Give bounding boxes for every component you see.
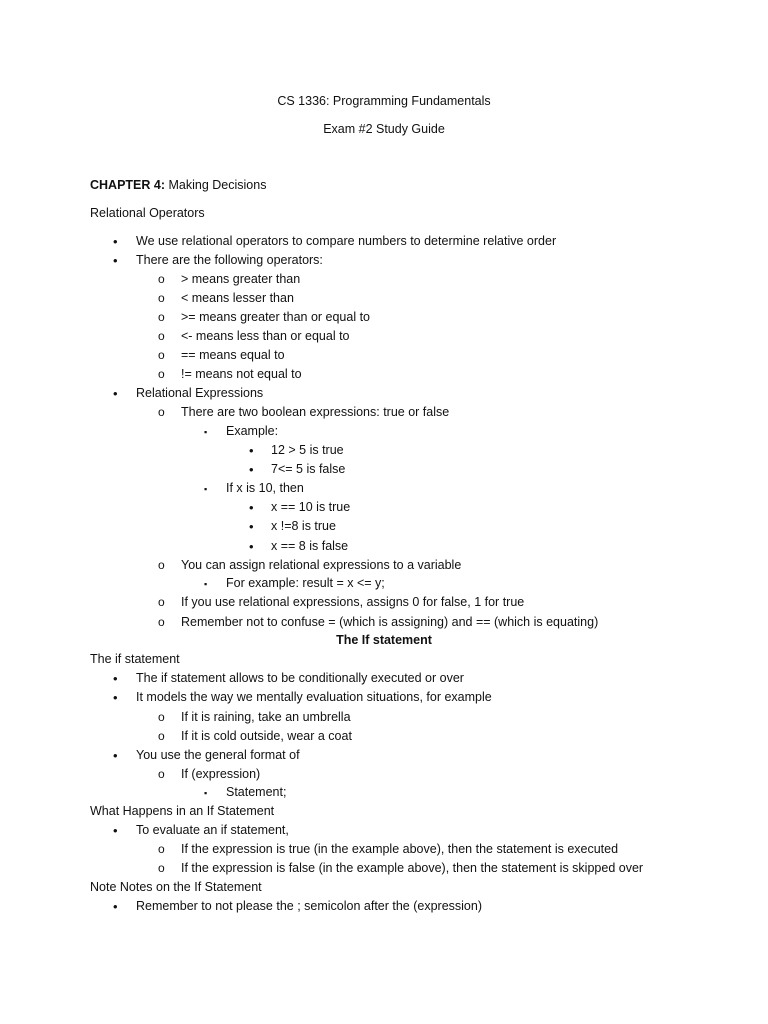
bullet-circle-icon: o bbox=[158, 615, 165, 629]
section-heading-relational-operators: Relational Operators bbox=[90, 206, 205, 220]
list-item: x == 8 is false bbox=[271, 539, 349, 553]
list-item: != means not equal to bbox=[181, 367, 302, 381]
bullet-disc-icon: • bbox=[113, 748, 118, 763]
list-item: You use the general format of bbox=[136, 748, 300, 762]
bullet-circle-icon: o bbox=[158, 710, 165, 724]
bullet-disc-icon: • bbox=[113, 690, 118, 705]
chapter-label: CHAPTER 4: bbox=[90, 178, 166, 192]
list-item: <- means less than or equal to bbox=[181, 329, 350, 343]
bullet-circle-icon: o bbox=[158, 291, 165, 305]
bullet-square-icon: ▪ bbox=[204, 788, 208, 798]
section-title-if-statement: The If statement bbox=[336, 633, 432, 647]
bullet-disc-icon: • bbox=[249, 462, 254, 477]
list-item: If it is raining, take an umbrella bbox=[181, 710, 351, 724]
section-heading-what-happens: What Happens in an If Statement bbox=[90, 804, 275, 818]
list-item: There are two boolean expressions: true or false bbox=[181, 405, 450, 419]
list-item: You can assign relational expressions to a variable bbox=[181, 558, 462, 572]
chapter-heading bbox=[90, 178, 266, 193]
chapter-title: Making Decisions bbox=[168, 178, 267, 192]
bullet-circle-icon: o bbox=[158, 767, 165, 781]
bullet-square-icon: ▪ bbox=[204, 579, 208, 589]
section-heading-if-statement: The if statement bbox=[90, 652, 180, 666]
list-item: > means greater than bbox=[181, 272, 301, 286]
section-heading-notes: Note Notes on the If Statement bbox=[90, 880, 262, 894]
bullet-square-icon: ▪ bbox=[204, 427, 208, 437]
list-item: If the expression is true (in the example above), then the statement is executed bbox=[181, 842, 619, 856]
course-title: CS 1336: Programming Fundamentals bbox=[277, 94, 491, 108]
list-item: If it is cold outside, wear a coat bbox=[181, 729, 352, 743]
list-item: To evaluate an if statement, bbox=[136, 823, 289, 837]
bullet-disc-icon: • bbox=[249, 539, 254, 554]
bullet-circle-icon: o bbox=[158, 861, 165, 875]
bullet-disc-icon: • bbox=[113, 671, 118, 686]
bullet-disc-icon: • bbox=[249, 500, 254, 515]
list-item: Statement; bbox=[226, 785, 287, 799]
list-item: >= means greater than or equal to bbox=[181, 310, 371, 324]
bullet-circle-icon: o bbox=[158, 595, 165, 609]
list-item: Example: bbox=[226, 424, 279, 438]
bullet-circle-icon: o bbox=[158, 348, 165, 362]
list-item: For example: result = x <= y; bbox=[226, 576, 385, 590]
bullet-circle-icon: o bbox=[158, 558, 165, 572]
list-item: If the expression is false (in the example above), then the statement is skipped over bbox=[181, 861, 644, 875]
list-item: If you use relational expressions, assigns 0 for false, 1 for true bbox=[181, 595, 525, 609]
bullet-disc-icon: • bbox=[113, 386, 118, 401]
bullet-disc-icon: • bbox=[249, 519, 254, 534]
list-item: Remember to not please the ; semicolon after the (expression) bbox=[136, 899, 483, 913]
list-item: The if statement allows to be conditionally executed or over bbox=[136, 671, 464, 685]
guide-title: Exam #2 Study Guide bbox=[323, 122, 445, 136]
list-item: If x is 10, then bbox=[226, 481, 304, 495]
bullet-circle-icon: o bbox=[158, 842, 165, 856]
bullet-circle-icon: o bbox=[158, 405, 165, 419]
list-item: Remember not to confuse = (which is assigning) and == (which is equating) bbox=[181, 615, 599, 629]
bullet-circle-icon: o bbox=[158, 367, 165, 381]
bullet-disc-icon: • bbox=[113, 899, 118, 914]
list-item: If (expression) bbox=[181, 767, 261, 781]
list-item: x == 10 is true bbox=[271, 500, 351, 514]
bullet-square-icon: ▪ bbox=[204, 484, 208, 494]
bullet-circle-icon: o bbox=[158, 729, 165, 743]
bullet-circle-icon: o bbox=[158, 272, 165, 286]
bullet-disc-icon: • bbox=[249, 443, 254, 458]
list-item: 7<= 5 is false bbox=[271, 462, 346, 476]
bullet-disc-icon: • bbox=[113, 234, 118, 249]
list-item: == means equal to bbox=[181, 348, 285, 362]
bullet-circle-icon: o bbox=[158, 310, 165, 324]
bullet-disc-icon: • bbox=[113, 253, 118, 268]
list-item: We use relational operators to compare numbers to determine relative order bbox=[136, 234, 557, 248]
list-item: It models the way we mentally evaluation situations, for example bbox=[136, 690, 492, 704]
list-item: x !=8 is true bbox=[271, 519, 336, 533]
list-item: 12 > 5 is true bbox=[271, 443, 344, 457]
list-item: < means lesser than bbox=[181, 291, 294, 305]
bullet-disc-icon: • bbox=[113, 823, 118, 838]
bullet-circle-icon: o bbox=[158, 329, 165, 343]
list-item: There are the following operators: bbox=[136, 253, 323, 267]
list-item: Relational Expressions bbox=[136, 386, 264, 400]
